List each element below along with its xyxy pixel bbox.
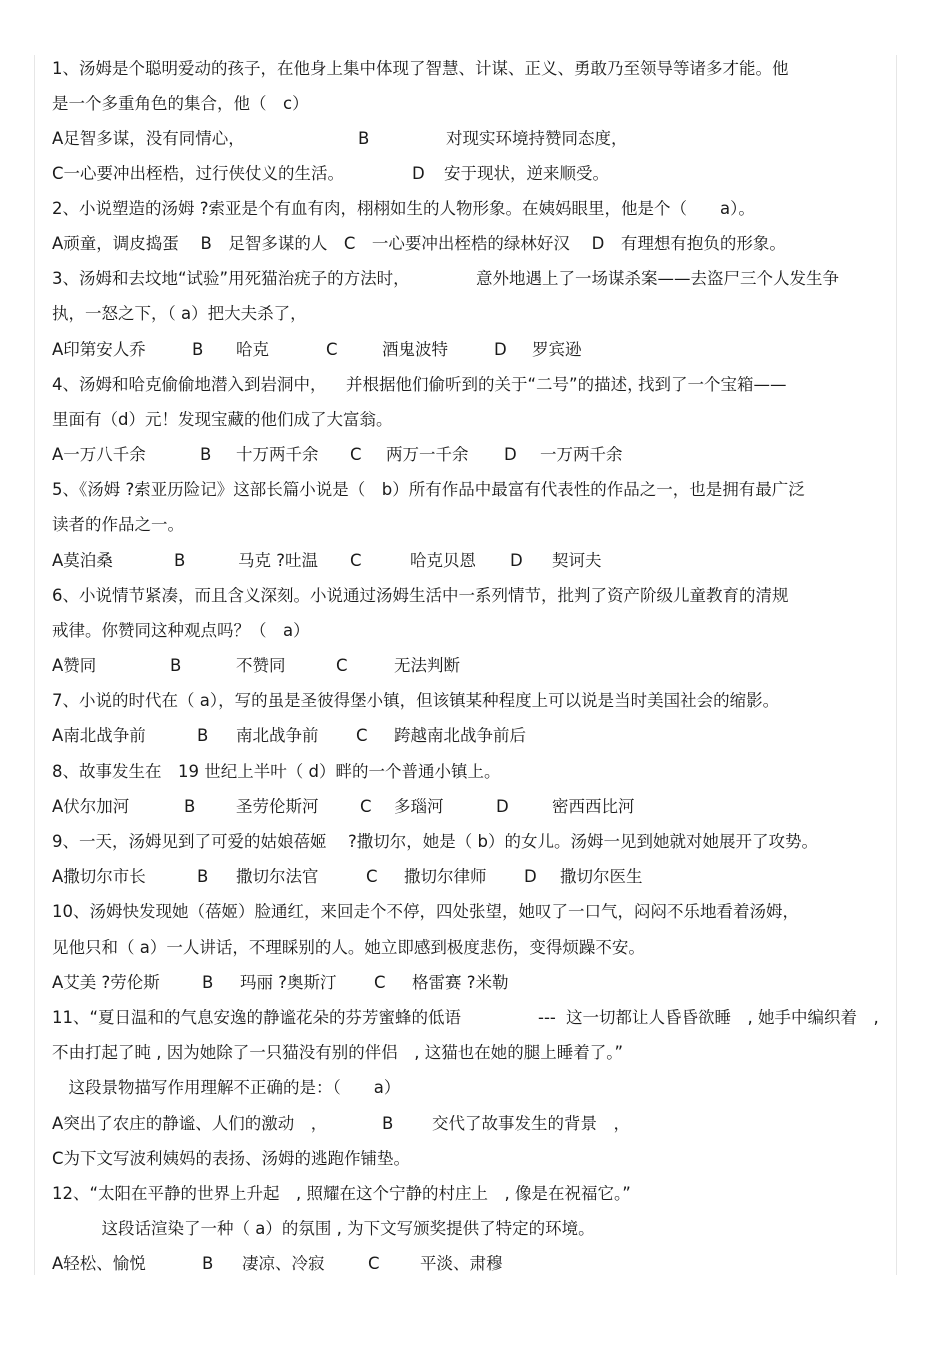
text-segment: 2、小说塑造的汤姆 ?索亚是个有血有肉，栩栩如生的人物形象。在姨妈眼里，他是个（ a）。 <box>52 199 755 218</box>
text-segment: 跨越南北战争前后 <box>394 726 526 745</box>
text-segment: 一万两千余 <box>540 445 623 464</box>
text-segment: B <box>170 656 182 675</box>
text-segment: 两万一千余 <box>386 445 469 464</box>
text-segment: A撒切尔市长 <box>52 867 146 886</box>
text-segment: 多瑙河 <box>394 797 444 816</box>
text-segment: 契诃夫 <box>552 551 602 570</box>
text-segment: 意外地遇上了一场谋杀案——去盗尸三个人发生争 <box>476 269 839 288</box>
text-segment: A足智多谋，没有同情心， <box>52 129 245 148</box>
text-segment: 这段话渲染了一种（ a）的氛围 , 为下文写颁奖提供了特定的环境。 <box>52 1219 595 1238</box>
text-segment: A莫泊桑 <box>52 551 113 570</box>
text-segment: 这一切都让人昏昏欲睡 , 她手中编织着 , <box>566 1008 879 1027</box>
text-line <box>52 1180 898 1208</box>
text-line <box>52 1074 898 1102</box>
text-line <box>52 90 898 118</box>
text-segment: 是一个多重角色的集合，他（ c） <box>52 94 309 113</box>
text-line <box>52 582 898 610</box>
text-segment: B <box>200 445 212 464</box>
text-line <box>52 617 898 645</box>
text-segment: 马克 ?吐温 <box>238 551 319 570</box>
text-segment: 十万两千余 <box>236 445 319 464</box>
text-segment: B <box>174 551 186 570</box>
text-segment: 12、“太阳在平静的世界上升起 , 照耀在这个宁静的村庄上 , 像是在祝福它。” <box>52 1184 631 1203</box>
text-segment: B <box>184 797 196 816</box>
text-line <box>52 265 898 293</box>
text-line <box>52 722 898 750</box>
text-segment: 找到了一个宝箱—— <box>638 375 787 394</box>
text-segment: A南北战争前 <box>52 726 146 745</box>
text-segment: A艾美 ?劳伦斯 <box>52 973 160 992</box>
text-segment: 撒切尔法官 <box>236 867 319 886</box>
text-segment: B <box>202 973 214 992</box>
text-line <box>52 336 898 364</box>
text-segment: C <box>374 973 386 992</box>
text-segment: 7、小说的时代在（ a），写的虽是圣彼得堡小镇，但该镇某种程度上可以说是当时美国社会的缩影。 <box>52 691 780 710</box>
text-segment: C <box>356 726 368 745</box>
text-line <box>52 969 898 997</box>
text-segment: D <box>504 445 517 464</box>
text-segment: 南北战争前 <box>236 726 319 745</box>
text-segment: C <box>326 340 338 359</box>
text-segment: 见他只和（ a）一人讲话，不理睬别的人。她立即感到极度悲伤，变得烦躁不安。 <box>52 938 645 957</box>
text-segment: 平淡、肃穆 <box>420 1254 503 1273</box>
text-segment: A突出了农庄的静谧、人们的激动 ， <box>52 1114 328 1133</box>
text-segment: --- <box>538 1008 556 1027</box>
text-segment: C一心要冲出桎梏，过行侠仗义的生活。 <box>52 164 345 183</box>
text-segment: A顽童，调皮捣蛋 B 足智多谋的人 C 一心要冲出桎梏的绿林好汉 D 有理想有抱负的形象。 <box>52 234 786 253</box>
text-segment: 里面有（d）元！发现宝藏的他们成了大富翁。 <box>52 410 393 429</box>
text-line <box>52 687 898 715</box>
text-segment: C <box>350 445 362 464</box>
text-segment: B <box>197 726 209 745</box>
text-segment: 这段景物描写作用理解不正确的是：（ a） <box>52 1078 401 1097</box>
text-segment: 撒切尔医生 <box>560 867 643 886</box>
text-line <box>52 758 898 786</box>
text-segment: 8、故事发生在 19 世纪上半叶（ d）畔的一个普通小镇上。 <box>52 762 501 781</box>
text-segment: 5、《汤姆 ?索亚历险记》这部长篇小说是（ b）所有作品中最富有代表性的作品之一，也是拥有最广泛 <box>52 480 805 499</box>
text-line <box>52 898 898 926</box>
text-segment: 不赞同 <box>236 656 286 675</box>
text-segment: C <box>360 797 372 816</box>
text-segment: 格雷赛 ?米勒 <box>412 973 509 992</box>
text-segment: C <box>350 551 362 570</box>
text-segment: 1、汤姆是个聪明爱动的孩子，在他身上集中体现了智慧、计谋、正义、勇敢乃至领导等诸多才能。他 <box>52 59 789 78</box>
text-segment: 圣劳伦斯河 <box>236 797 319 816</box>
text-segment: 10、汤姆快发现她（蓓姬）脸通红，来回走个不停，四处张望，她叹了一口气，闷闷不乐地看着汤姆， <box>52 902 799 921</box>
text-line <box>52 863 898 891</box>
text-segment: 戒律。你赞同这种观点吗？（ a） <box>52 621 310 640</box>
text-segment: B <box>358 129 370 148</box>
text-segment: 酒鬼波特 <box>382 340 448 359</box>
text-line <box>52 934 898 962</box>
text-line <box>52 1004 898 1032</box>
text-line <box>52 195 898 223</box>
text-segment: A赞同 <box>52 656 97 675</box>
text-line <box>52 1215 898 1243</box>
text-line <box>52 1110 898 1138</box>
text-segment: B <box>382 1114 394 1133</box>
text-segment: 11、“夏日温和的气息安逸的静谧花朵的芬芳蜜蜂的低语 <box>52 1008 462 1027</box>
text-segment: C <box>368 1254 380 1273</box>
text-segment: A印第安人乔 <box>52 340 146 359</box>
text-segment: D <box>496 797 509 816</box>
text-line <box>52 1250 898 1278</box>
text-segment: B <box>202 1254 214 1273</box>
text-line <box>52 1039 898 1067</box>
text-segment: 不由打起了盹 , 因为她除了一只猫没有别的伴侣 , 这猫也在她的腿上睡着了。” <box>52 1043 624 1062</box>
text-segment: 执，一怒之下，（ a）把大夫杀了， <box>52 304 307 323</box>
text-segment: 安于现状，逆来顺受。 <box>444 164 609 183</box>
text-line <box>52 371 898 399</box>
text-segment: B <box>197 867 209 886</box>
text-line <box>52 547 898 575</box>
text-segment: 9、一天，汤姆见到了可爱的姑娘蓓姬 <box>52 832 327 851</box>
text-segment: C为下文写波利姨妈的表扬、汤姆的逃跑作铺垫。 <box>52 1149 411 1168</box>
text-line <box>52 300 898 328</box>
text-line <box>52 476 898 504</box>
text-segment: 并根据他们偷听到的关于“二号”的描述， <box>346 375 644 394</box>
text-segment: D <box>494 340 507 359</box>
text-segment: D <box>510 551 523 570</box>
text-segment: 3、汤姆和去坟地“试验”用死猫治疣子的方法时， <box>52 269 410 288</box>
text-line <box>52 441 898 469</box>
text-segment: C <box>336 656 348 675</box>
left-margin-rule <box>34 55 35 1275</box>
text-segment: 密西西比河 <box>552 797 635 816</box>
text-segment: 哈克贝恩 <box>410 551 476 570</box>
text-segment: 对现实环境持赞同态度， <box>446 129 628 148</box>
text-segment: 罗宾逊 <box>532 340 582 359</box>
text-line <box>52 230 898 258</box>
text-segment: D <box>524 867 537 886</box>
text-line <box>52 511 898 539</box>
text-segment: A一万八千余 <box>52 445 146 464</box>
text-segment: A轻松、愉悦 <box>52 1254 146 1273</box>
text-segment: ?撒切尔，她是（ b）的女儿。汤姆一见到她就对她展开了攻势。 <box>348 832 818 851</box>
text-line <box>52 125 898 153</box>
text-line <box>52 1145 898 1173</box>
text-segment: 哈克 <box>236 340 269 359</box>
text-segment: 撒切尔律师 <box>404 867 487 886</box>
text-line <box>52 160 898 188</box>
text-line <box>52 828 898 856</box>
text-segment: 读者的作品之一。 <box>52 515 184 534</box>
text-segment: 6、小说情节紧凑，而且含义深刻。小说通过汤姆生活中一系列情节，批判了资产阶级儿童教育的清规 <box>52 586 789 605</box>
text-segment: 无法判断 <box>394 656 460 675</box>
text-segment: B <box>192 340 204 359</box>
text-line <box>52 55 898 83</box>
text-segment: 4、汤姆和哈克偷偷地潜入到岩洞中， <box>52 375 327 394</box>
text-line <box>52 793 898 821</box>
text-segment: 玛丽 ?奥斯汀 <box>240 973 337 992</box>
text-segment: A伏尔加河 <box>52 797 130 816</box>
text-line <box>52 652 898 680</box>
text-line <box>52 406 898 434</box>
text-segment: 交代了故事发生的背景 ， <box>432 1114 630 1133</box>
text-segment: D <box>412 164 425 183</box>
text-segment: C <box>366 867 378 886</box>
text-segment: 凄凉、冷寂 <box>242 1254 325 1273</box>
